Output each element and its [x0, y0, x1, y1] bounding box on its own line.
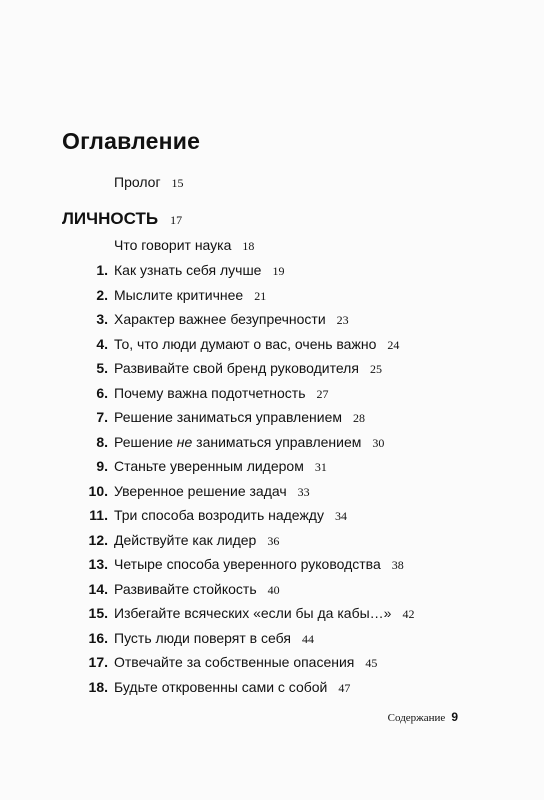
chapter-page-number: 44: [301, 631, 314, 646]
chapter-entry: [0, 678, 544, 696]
chapter-title: Отвечайте за собственные опасения: [114, 654, 355, 670]
chapter-title-line: [114, 604, 414, 623]
chapter-entry: [0, 433, 544, 451]
chapter-title: Уверенное решение задач: [114, 482, 287, 499]
chapter-page-number: 40: [267, 582, 280, 597]
chapter-number: 4.: [96, 335, 108, 352]
chapter-number: 17.: [88, 654, 108, 670]
chapter-page-number: 33: [297, 484, 310, 499]
chapter-page-number: 28: [352, 411, 365, 425]
chapter-title: Развивайте стойкость: [114, 580, 257, 597]
entry-page-number: 15: [171, 176, 184, 190]
chapter-page-number: 21: [254, 288, 267, 303]
chapter-entry: [0, 555, 544, 573]
chapter-page-number: 30: [372, 435, 385, 450]
chapter-title: Как узнать себя лучше: [114, 262, 262, 278]
section-title: ЛИЧНОСТЬ: [62, 209, 159, 228]
chapter-page-number: 34: [334, 509, 347, 523]
chapter-number: 9.: [96, 458, 108, 474]
chapter-title: Четыре способа уверенного руководства: [114, 556, 381, 572]
chapter-title-line: [114, 335, 399, 354]
chapter-entry: [0, 580, 544, 598]
chapter-page-number: 47: [338, 680, 351, 695]
chapter-entry: [0, 359, 544, 377]
chapter-title-line: [114, 359, 382, 378]
page-title: Оглавление: [62, 128, 201, 154]
chapter-title-line: [114, 457, 327, 476]
chapter-page-number: 36: [267, 533, 280, 548]
chapter-title-line: [114, 531, 279, 550]
chapter-entry: [0, 506, 544, 524]
chapter-title-part: заниматься управлением: [192, 433, 362, 450]
chapter-title: Развивайте свой бренд руководителя: [114, 360, 359, 376]
chapter-number: 3.: [96, 311, 108, 327]
chapter-number: 5.: [96, 360, 108, 376]
chapter-title-line: [114, 384, 329, 403]
section-page-number: 17: [170, 213, 183, 227]
chapter-number: 11.: [89, 507, 108, 523]
entry-title: Что говорит наука: [114, 237, 232, 253]
chapter-entry: [0, 531, 544, 549]
chapter-page-number: 23: [336, 313, 349, 327]
chapter-entry: [0, 261, 544, 279]
page-footer: [388, 709, 458, 726]
chapter-entry: [0, 653, 544, 671]
section-heading: [62, 209, 182, 229]
chapter-title-part: Решение: [114, 433, 177, 450]
chapter-title: Решение заниматься управлением: [114, 409, 342, 425]
chapter-title: Станьте уверенным лидером: [114, 458, 304, 474]
chapter-number: 6.: [96, 384, 108, 401]
chapter-number: 2.: [96, 286, 108, 303]
chapter-title-line: [114, 408, 365, 427]
chapter-title-line: [114, 580, 280, 599]
chapter-page-number: 24: [387, 337, 400, 352]
chapter-page-number: 25: [369, 362, 382, 376]
chapter-entry: [0, 457, 544, 475]
chapter-title: Будьте откровенны сами с собой: [114, 678, 328, 695]
chapter-number: 16.: [88, 629, 108, 646]
chapter-title-line: [114, 286, 266, 305]
chapter-title-line: [114, 506, 347, 525]
chapter-entry: [0, 384, 544, 402]
chapter-number: 12.: [88, 531, 108, 548]
chapter-title: Характер важнее безупречности: [114, 311, 326, 327]
chapter-title-line: [114, 653, 377, 672]
chapter-entry: [0, 286, 544, 304]
chapter-number: 10.: [88, 482, 108, 499]
chapter-number: 8.: [96, 433, 108, 450]
chapter-entry: [0, 408, 544, 426]
chapter-number: 1.: [96, 262, 108, 278]
chapter-page-number: 31: [314, 460, 327, 474]
chapter-title: То, что люди думают о вас, очень важно: [114, 335, 377, 352]
chapter-title: Три способа возродить надежду: [114, 507, 324, 523]
chapter-title-line: [114, 433, 384, 452]
chapter-number: 13.: [88, 556, 108, 572]
chapter-title: Действуйте как лидер: [114, 531, 257, 548]
chapter-title: Мыслите критичнее: [114, 286, 244, 303]
chapter-entry: [0, 629, 544, 647]
chapter-entry: [0, 604, 544, 622]
chapter-page-number: 45: [365, 656, 378, 670]
chapter-number: 15.: [88, 605, 108, 621]
chapter-number: 7.: [96, 409, 108, 425]
chapter-entry: [0, 310, 544, 328]
chapter-title-line: [114, 555, 404, 574]
entry-page-number: 18: [242, 239, 255, 253]
chapter-title: Пусть люди поверят в себя: [114, 629, 291, 646]
chapter-page-number: 42: [402, 607, 415, 621]
chapter-title-line: [114, 678, 350, 697]
footer-page-number: 9: [451, 710, 458, 724]
entry-title: Пролог: [114, 174, 161, 190]
chapter-title-line: [114, 310, 349, 329]
chapter-title: Почему важна подотчетность: [114, 384, 306, 401]
chapter-title-line: [114, 629, 314, 648]
footer-label: Содержание: [387, 712, 446, 724]
chapter-title-line: [114, 482, 310, 501]
chapter-entry: [0, 482, 544, 500]
chapter-title-emphasis: не: [176, 433, 193, 450]
chapter-page-number: 27: [316, 386, 329, 401]
chapter-entry: [0, 335, 544, 353]
toc-entry-intro: [114, 236, 254, 255]
toc-entry-prologue: [114, 173, 184, 192]
chapter-title: Избегайте всяческих «если бы да кабы…»: [114, 605, 392, 621]
chapter-title-line: [114, 261, 284, 280]
chapter-page-number: 38: [391, 558, 404, 572]
chapter-page-number: 19: [272, 264, 285, 278]
chapter-number: 14.: [88, 580, 108, 597]
chapter-number: 18.: [88, 678, 108, 695]
